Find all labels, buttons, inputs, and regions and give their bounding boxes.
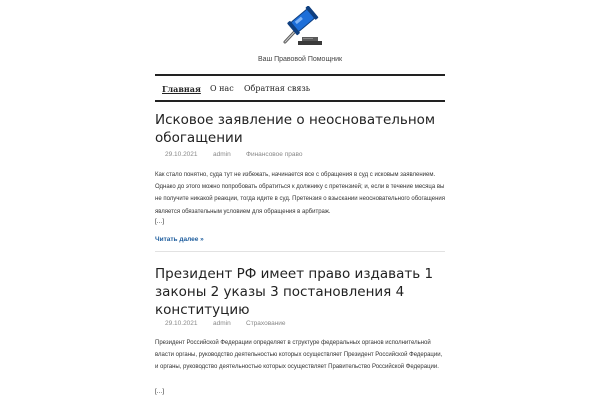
post-ellipsis: [...] — [155, 218, 165, 225]
post-date[interactable]: 29.10.2021 — [165, 151, 198, 158]
post-meta — [155, 320, 445, 330]
main-navigation — [155, 74, 445, 102]
post-title-line[interactable]: законы 2 указы 3 постановления 4 — [155, 284, 405, 300]
post-title-line[interactable]: конституцию — [155, 302, 250, 318]
post-author[interactable]: admin — [213, 151, 231, 158]
post-title-line[interactable]: Исковое заявление о неосновательном — [155, 112, 436, 128]
post-title-line[interactable]: Президент РФ имеет право издавать 1 — [155, 266, 434, 282]
post-title-link[interactable] — [155, 111, 445, 147]
post-author[interactable]: admin — [213, 320, 231, 327]
post-title-link[interactable] — [155, 265, 445, 319]
post-excerpt: Президент Российской Федерации определяет в структуре федеральных органов исполнительной власти органы, руководство деятельностью которых осуществляет Президент Российской Федерации, и органы, руководство деятельностью которых осуществляет Правительство Российской Федерации. — [155, 340, 443, 371]
gavel-logo-icon[interactable] — [276, 6, 326, 52]
post-ellipsis: [...] — [155, 388, 165, 395]
post-date[interactable]: 29.10.2021 — [165, 320, 198, 327]
nav-item-home[interactable]: Главная — [162, 84, 201, 94]
post-category[interactable]: Финансовое право — [246, 151, 303, 158]
post-meta — [155, 151, 445, 161]
site-tagline: Ваш Правовой Помощник — [257, 56, 343, 63]
post-divider — [155, 251, 445, 252]
post-category[interactable]: Страхование — [246, 320, 286, 327]
post-title-line[interactable]: обогащении — [155, 130, 243, 146]
read-more-link[interactable]: Читать далее » — [155, 236, 204, 243]
post-excerpt: Как стало понятно, суда тут не избежать, начинается все с обращения в суд с исковым заявлением. Однако до этого можно попробовать обратиться к должнику с претензией; и, если в течение месяца вы не получите никакой реакции, тогда идите в суд. Претензия о взыскании неосновательного обогащения является обязательным условием для обращения в арбитраж. — [155, 172, 446, 215]
nav-item-contact[interactable]: Обратная связь — [244, 84, 311, 93]
nav-item-about[interactable]: О нас — [210, 84, 234, 93]
